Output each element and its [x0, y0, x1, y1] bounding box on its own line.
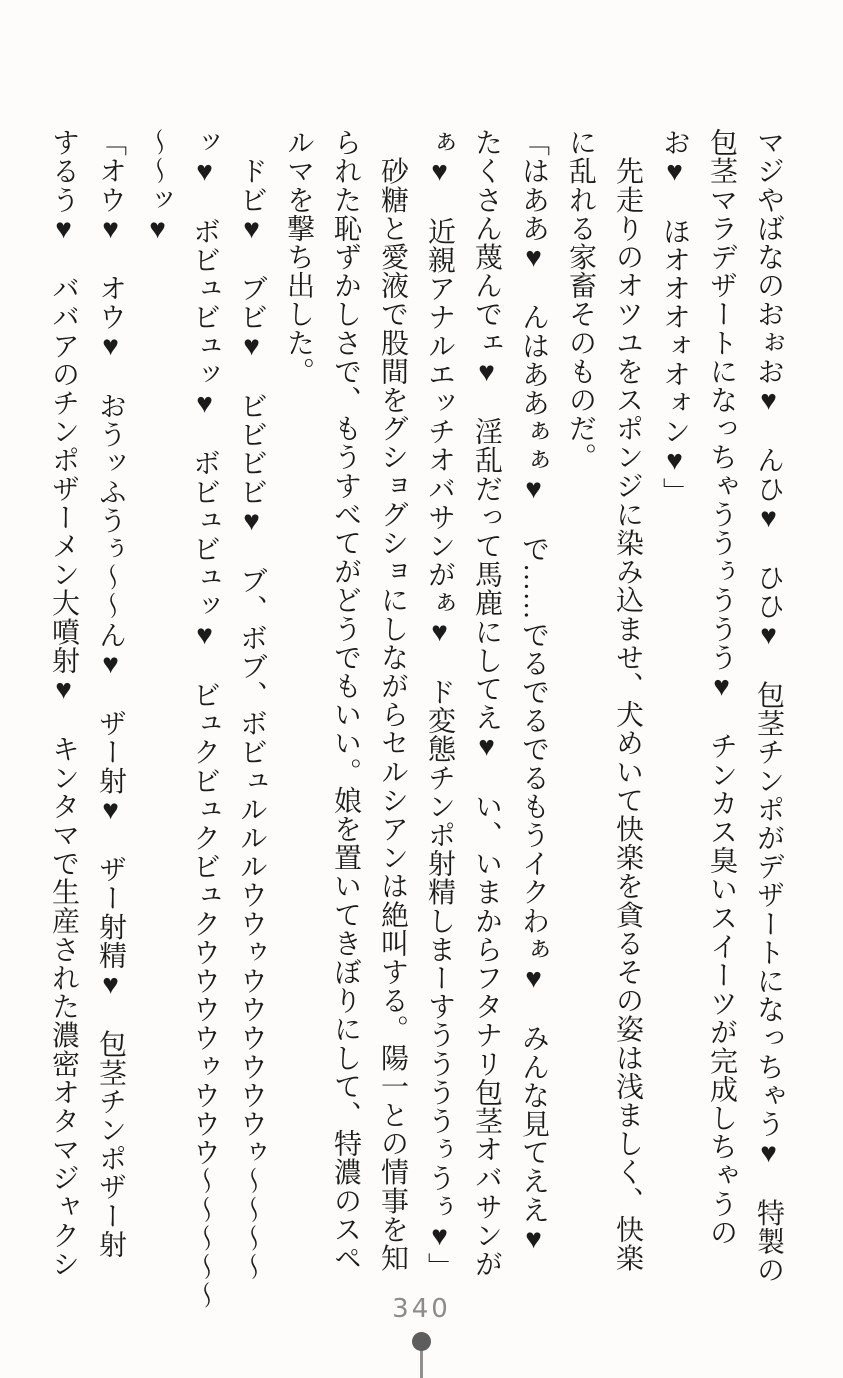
text-line: たくさん蔑んでェ♥ 淫乱だって馬鹿にしてえ♥ い、いまからフタナリ包茎オバサンが	[471, 128, 502, 1278]
text-line: ルマを撃ち出した。	[283, 128, 314, 386]
text-line: 先走りのオツユをスポンジに染み込ませ、犬めいて快楽を貪るその姿は浅ましく、快楽	[612, 128, 643, 1272]
text-line: するう♥ ババアのチンポザーメン大噴射♥ キンタマで生産された濃密オタマジャクシ	[48, 128, 79, 1278]
text-line: 包茎マラデザートになっちゃううぅううう♥ チンカス臭いスイーツが完成しちゃうの	[706, 128, 737, 1247]
text-line: お♥ ほオオオォオォン♥」	[659, 128, 690, 506]
text-line: 砂糖と愛液で股間をグショグショにしながらセルシアンは絶叫する。陽一との情事を知	[377, 128, 408, 1272]
text-line: に乱れる家畜そのものだ。	[565, 128, 596, 472]
page-marker-line	[420, 1348, 423, 1378]
page-number: 340	[392, 1294, 451, 1324]
page-marker-dot-icon	[412, 1332, 431, 1351]
text-line: ～～ッ♥	[142, 128, 173, 246]
text-line: マジやばなのおぉお♥ んひ♥ ひひ♥ 包茎チンポがデザートになっちゃう♥ 特製の	[753, 128, 784, 1284]
text-line: 「オウ♥ オウ♥ おうッふうぅ～～ん♥ ザー射♥ ザー射精♥ 包茎チンポザー射	[95, 128, 126, 1259]
text-line: 「はああ♥ んはああぁぁ♥ で……でるでるでるもうイクわぁ♥ みんな見てええ♥	[518, 128, 549, 1256]
text-line: ッ♥ ボビュビュッ♥ ボビュビュッ♥ ビュクビュクビュクウウウウゥウウウ～～～～～	[189, 128, 220, 1310]
text-line: ぁ♥ 近親アナルエッチオバサンがぁ♥ ド変態チンポ射精しまーすううううぅうぅ♥」	[424, 128, 455, 1281]
text-line: られた恥ずかしさで、もうすべてがどうでもいい。娘を置いてきぼりにして、特濃のスペ	[330, 128, 361, 1272]
text-line: ドビ♥ ブビ♥ ビビビビ♥ ブ、ボブ、ボビュルルルウウゥウウウウウウゥ～～～～	[236, 128, 267, 1281]
